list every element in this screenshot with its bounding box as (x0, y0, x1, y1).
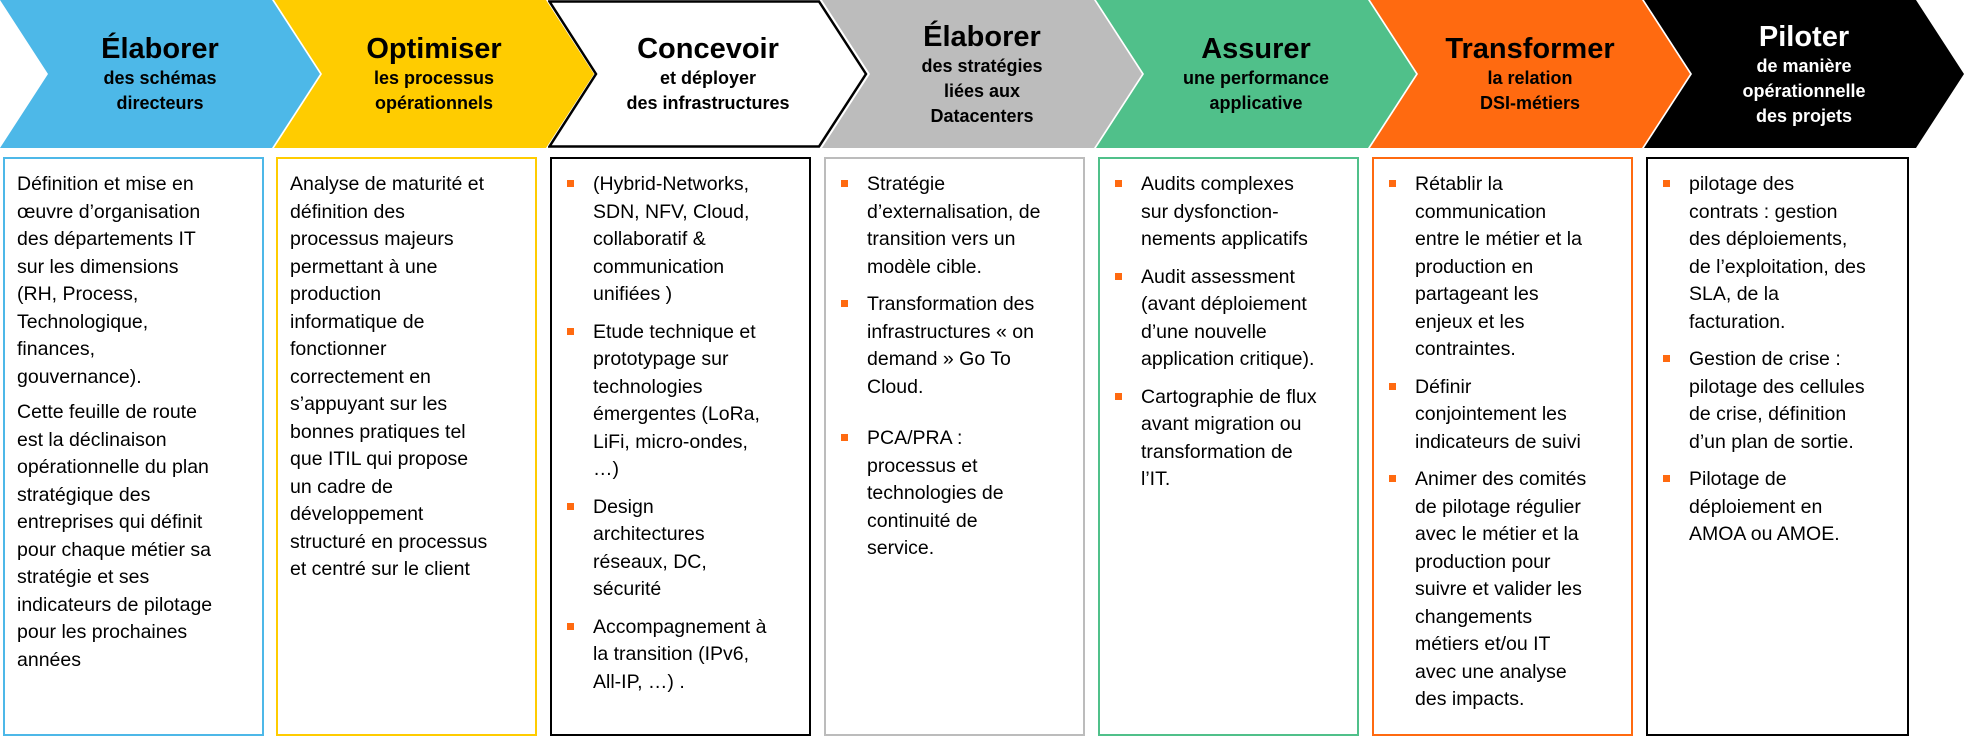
chevron-title: Concevoir (637, 33, 779, 65)
list-item-text: Gestion de crise : pilotage des cellules de crise, définition d’un plan de sortie. (1689, 348, 1865, 453)
list-item (1386, 466, 1621, 714)
box-piloter (1646, 157, 1909, 736)
chevron-subtitle: des schémas directeurs (103, 68, 217, 113)
square-bullet-icon (567, 328, 574, 335)
chevron-title: Élaborer (923, 20, 1041, 53)
list-item (1112, 384, 1347, 494)
square-bullet-icon (567, 180, 574, 187)
list-item (1660, 466, 1897, 549)
square-bullet-icon (567, 623, 574, 630)
list-item (564, 319, 799, 484)
list-item-text: Rétablir la communication entre le métier et la production en partageant les enjeux et les contraintes. (1415, 173, 1582, 360)
box-elaborer-datacenters (824, 157, 1085, 736)
list-item-text: Définir conjointement les indicateurs de suivi (1415, 375, 1581, 453)
list-item (1112, 264, 1347, 374)
list-item (1112, 171, 1347, 254)
box-paragraph: Définition et mise en œuvre d’organisation des départements IT sur les dimensions (RH, Process, Technologique, finances, gouvernance). (17, 173, 201, 388)
list-item (838, 425, 1073, 563)
square-bullet-icon (1115, 273, 1122, 280)
square-bullet-icon (841, 180, 848, 187)
list-item (1386, 374, 1621, 457)
box-paragraph: Cette feuille de route est la déclinaison opérationnelle du plan stratégique des entreprises qui définit pour chaque métier sa stratégie et ses indicateurs de pilotage pour les prochaines années (17, 401, 213, 671)
square-bullet-icon (1115, 393, 1122, 400)
list-item (1660, 171, 1897, 336)
square-bullet-icon (1389, 475, 1396, 482)
chevron-title: Piloter (1758, 20, 1850, 53)
list-item-text: Transformation des infrastructures « on demand » Go To Cloud. (867, 293, 1035, 398)
square-bullet-icon (1663, 475, 1670, 482)
box-concevoir (550, 157, 811, 736)
box-paragraph: Analyse de maturité et définition des processus majeurs permettant à une production informatique de fonctionner correctement en s’appuyant sur les bonnes pratiques tel que ITIL qui propose un cadre de développement structuré en processus et centré sur le client (290, 173, 488, 580)
list-item (838, 171, 1073, 281)
square-bullet-icon (841, 300, 848, 307)
list-item-text: Cartographie de flux avant migration ou transformation de l’IT. (1141, 385, 1317, 490)
list-item-text: Audit assessment (avant déploiement d’une nouvelle application critique). (1141, 265, 1315, 370)
chevron-piloter (1644, 0, 1966, 148)
chevron-subtitle: les processus opérationnels (373, 68, 495, 113)
list-item-text: Stratégie d’externalisation, de transition vers un modèle cible. (867, 173, 1041, 278)
chevron-title: Assurer (1201, 33, 1311, 65)
list-item-text: (Hybrid-Networks, SDN, NFV, Cloud, collaboratif & communication unifiées ) (593, 173, 750, 305)
square-bullet-icon (1389, 180, 1396, 187)
chevron-subtitle: la relation DSI-métiers (1479, 68, 1581, 113)
chevron-title: Transformer (1445, 33, 1615, 65)
list-item-text: Etude technique et prototypage sur technologies émergentes (LoRa, LiFi, micro-ondes, …) (593, 320, 760, 480)
chevron-subtitle: de manière opérationnelle des projets (1742, 55, 1866, 126)
square-bullet-icon (1389, 383, 1396, 390)
list-item (1386, 171, 1621, 364)
box-optimiser (276, 157, 537, 736)
square-bullet-icon (841, 434, 848, 441)
list-item (1660, 346, 1897, 456)
chevron-subtitle: des stratégies liées aux Datacenters (921, 55, 1043, 126)
chevron-subtitle: une performance applicative (1182, 68, 1330, 113)
list-item-text: Audits complexes sur dysfonction- nements applicatifs (1141, 173, 1308, 250)
list-item (564, 494, 799, 604)
box-transformer (1372, 157, 1633, 736)
list-item (564, 171, 799, 309)
list-item-text: PCA/PRA : processus et technologies de continuité de service. (867, 427, 1004, 559)
chevron-title: Élaborer (101, 33, 219, 65)
box-elaborer-schemas (3, 157, 264, 736)
square-bullet-icon (1115, 180, 1122, 187)
list-item-text: Design architectures réseaux, DC, sécurité (593, 495, 707, 600)
square-bullet-icon (1663, 355, 1670, 362)
box-assurer (1098, 157, 1359, 736)
list-item-text: Pilotage de déploiement en AMOA ou AMOE. (1689, 468, 1840, 545)
list-item (564, 614, 799, 697)
square-bullet-icon (567, 503, 574, 510)
list-item (838, 291, 1073, 401)
list-item-text: Accompagnement à la transition (IPv6, All-IP, …) . (593, 615, 767, 693)
list-item-text: pilotage des contrats : gestion des déploiements, de l’exploitation, des SLA, de la facturation. (1689, 173, 1866, 333)
square-bullet-icon (1663, 180, 1670, 187)
list-item-text: Animer des comités de pilotage régulier avec le métier et la production pour suivre et valider les changements métiers et/ou IT avec une analyse des impacts. (1415, 468, 1587, 710)
chevron-title: Optimiser (366, 33, 502, 65)
chevron-subtitle: et déployer des infrastructures (626, 68, 790, 113)
